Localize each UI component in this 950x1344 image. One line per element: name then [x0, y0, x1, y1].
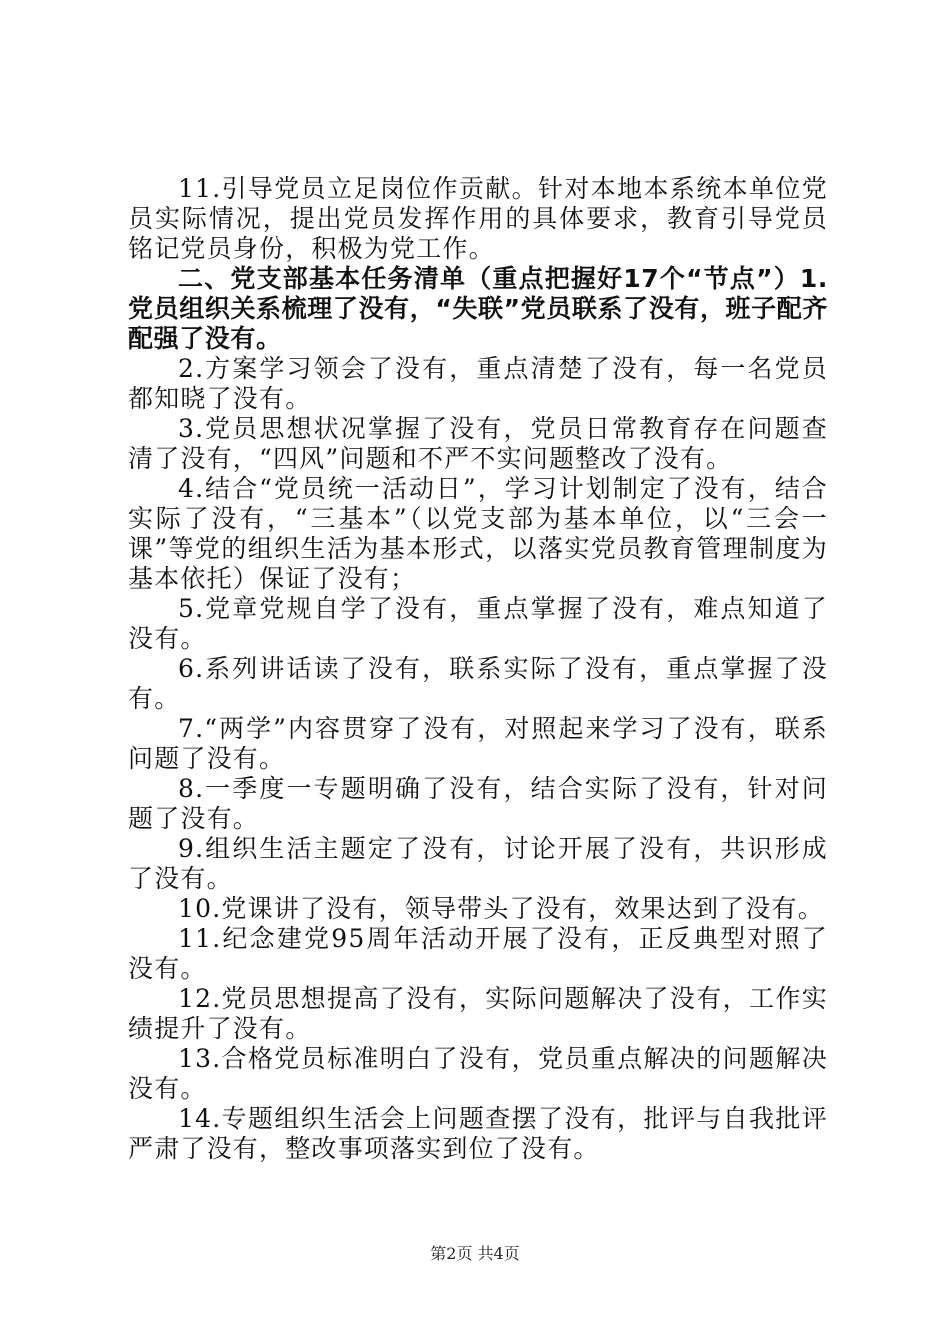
list-item-4: 4.结合“党员统一活动日”，学习计划制定了没有，结合实际了没有，“三基本”（以党支部为基本单位，以“三会一课”等党的组织生活为基本形式，以落实党员教育管理制度为基本依托）保证了没有；: [128, 474, 828, 593]
list-item-10: 10.党课讲了没有，领导带头了没有，效果达到了没有。: [178, 894, 824, 923]
list-item-8: 8.一季度一专题明确了没有，结合实际了没有，针对问题了没有。: [128, 774, 828, 833]
list-item-13: 13.合格党员标准明白了没有，党员重点解决的问题解决没有。: [128, 1044, 828, 1103]
list-item-5: 5.党章党规自学了没有，重点掌握了没有，难点知道了没有。: [128, 594, 828, 653]
section-heading-task-list: 二、党支部基本任务清单（重点把握好17个“节点”）1.党员组织关系梳理了没有，“失联”党员联系了没有，班子配齐配强了没有。: [128, 264, 828, 353]
list-item-14: 14.专题组织生活会上问题查摆了没有，批评与自我批评严肃了没有，整改事项落实到位了没有。: [128, 1104, 828, 1163]
list-item-3: 3.党员思想状况掌握了没有，党员日常教育存在问题查清了没有，“四风”问题和不严不实问题整改了没有。: [128, 414, 828, 473]
list-item-7: 7.“两学”内容贯穿了没有，对照起来学习了没有，联系问题了没有。: [128, 714, 828, 773]
list-item-6: 6.系列讲话读了没有，联系实际了没有，重点掌握了没有。: [128, 654, 828, 713]
paragraph-item-11: 11.引导党员立足岗位作贡献。针对本地本系统本单位党员实际情况，提出党员发挥作用的具体要求，教育引导党员铭记党员身份，积极为党工作。: [128, 174, 828, 263]
list-item-9: 9.组织生活主题定了没有，讨论开展了没有，共识形成了没有。: [128, 834, 828, 893]
list-item-12: 12.党员思想提高了没有，实际问题解决了没有，工作实绩提升了没有。: [128, 984, 828, 1043]
list-item-2: 2.方案学习领会了没有，重点清楚了没有，每一名党员都知晓了没有。: [128, 354, 828, 413]
list-item-11: 11.纪念建党95周年活动开展了没有，正反典型对照了没有。: [128, 924, 828, 983]
document-body: [128, 174, 828, 1164]
page-number-footer: 第2页 共4页: [430, 1244, 520, 1263]
